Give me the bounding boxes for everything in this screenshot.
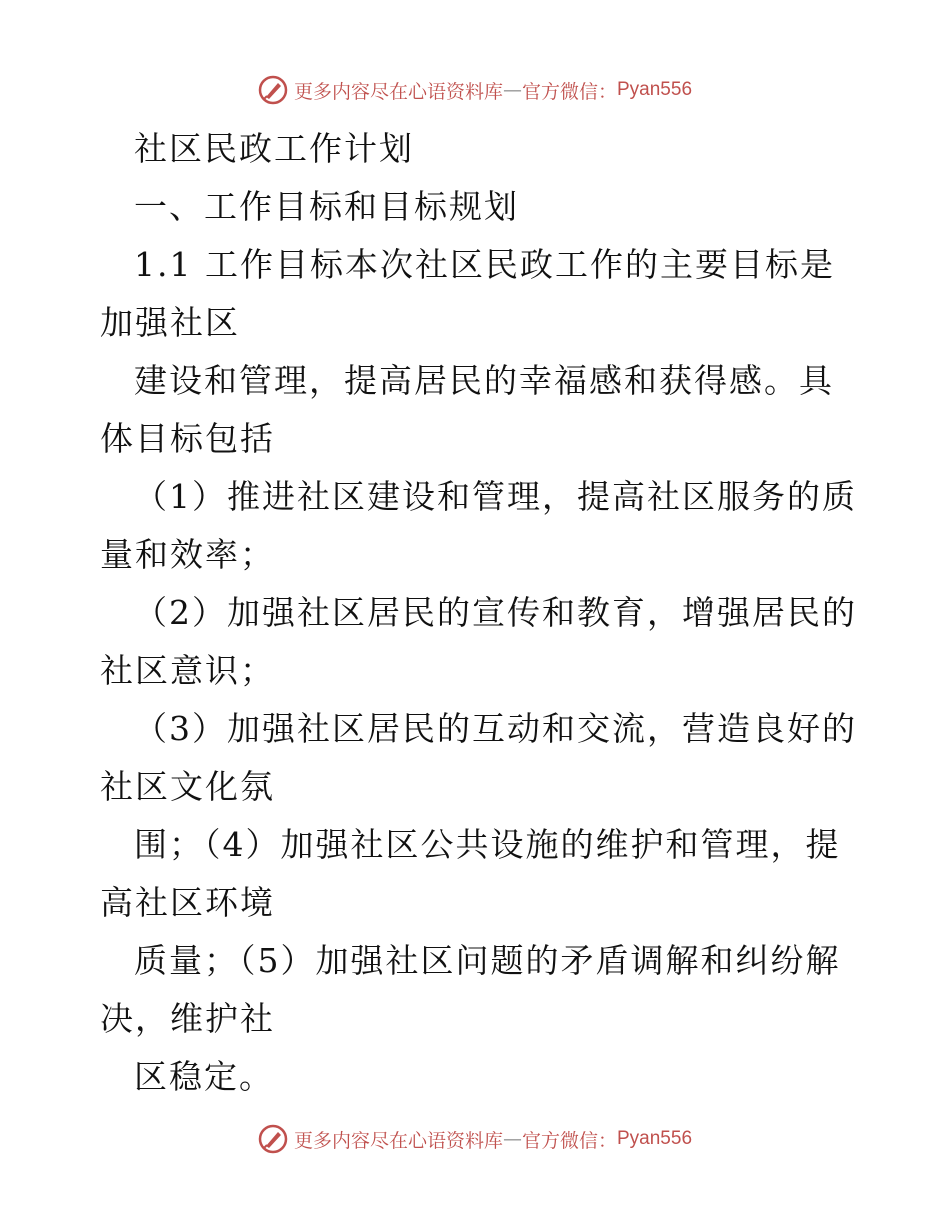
- watermark-wechat-label: 官方微信：: [521, 1129, 617, 1152]
- watermark-text: 更多内容尽在心语资料库: [293, 80, 503, 103]
- watermark-separator: —: [502, 79, 522, 101]
- watermark-wechat-label: 官方微信：: [521, 80, 617, 103]
- document-title: 社区民政工作计划: [134, 129, 414, 168]
- list-item: 围；（4）加强社区公共设施的维护和管理，提高社区环境: [100, 825, 841, 922]
- section-heading: 一、工作目标和目标规划: [134, 187, 519, 226]
- header-watermark: [0, 70, 950, 110]
- paragraph: 1.1 工作目标本次社区民政工作的主要目标是加强社区: [100, 245, 835, 342]
- list-item: （1）推进社区建设和管理，提高社区服务的质量和效率；: [100, 477, 857, 574]
- paragraph: 区稳定。: [134, 1057, 274, 1096]
- footer-watermark: [0, 1119, 950, 1159]
- watermark-wechat-id: Pyan556: [617, 1128, 693, 1149]
- quill-pen-logo-icon: [258, 75, 288, 105]
- list-item: （3）加强社区居民的互动和交流，营造良好的社区文化氛: [100, 709, 857, 806]
- quill-pen-logo-icon: [258, 1124, 288, 1154]
- watermark-text: 更多内容尽在心语资料库: [293, 1129, 503, 1152]
- watermark-separator: —: [502, 1128, 522, 1150]
- watermark-wechat-id: Pyan556: [617, 79, 693, 100]
- document-body: [100, 120, 860, 1106]
- paragraph: 建设和管理，提高居民的幸福感和获得感。具体目标包括: [100, 361, 834, 458]
- list-item: （2）加强社区居民的宣传和教育，增强居民的社区意识；: [100, 593, 857, 690]
- list-item: 质量；（5）加强社区问题的矛盾调解和纠纷解决，维护社: [100, 941, 841, 1038]
